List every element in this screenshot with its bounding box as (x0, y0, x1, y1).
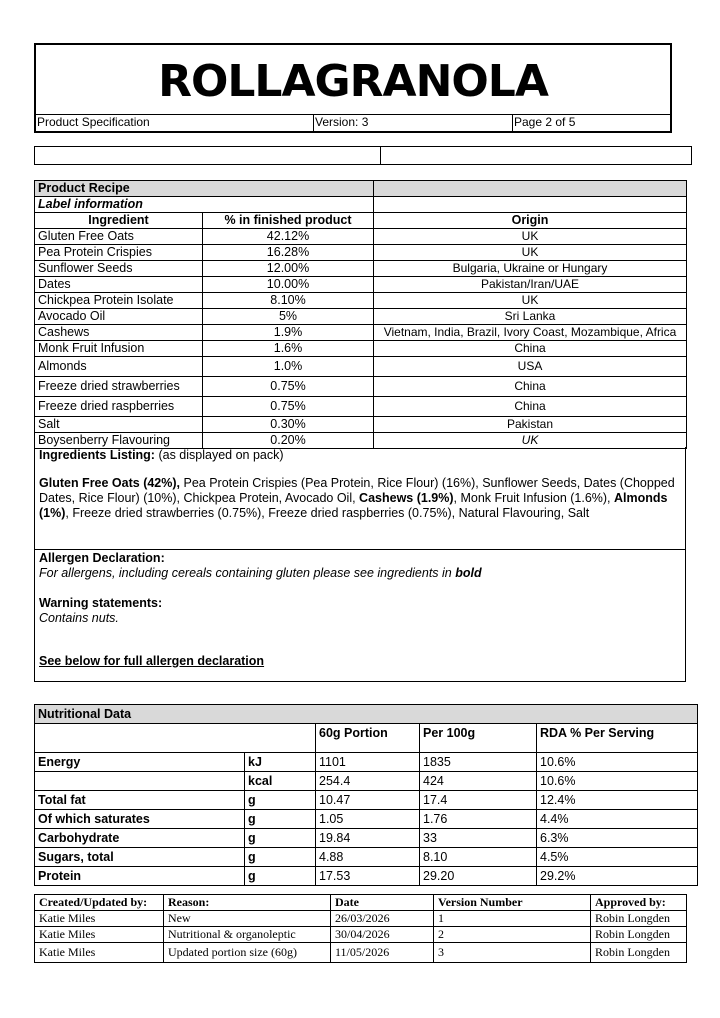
ingredient-percent: 1.6% (203, 341, 374, 357)
ingredient-origin: UK (374, 293, 687, 309)
allergen-bold-word: bold (455, 566, 482, 580)
nutrient-per100: 1.76 (420, 810, 537, 829)
change-log-cell: New (164, 911, 331, 927)
ingredient-percent: 12.00% (203, 261, 374, 277)
nutrient-name: Energy (35, 753, 245, 772)
ingredient-name: Avocado Oil (35, 309, 203, 325)
change-log-header: Date (331, 895, 434, 911)
nutrient-portion: 10.47 (316, 791, 420, 810)
nutrient-name: Protein (35, 867, 245, 886)
col-portion: 60g Portion (316, 724, 420, 753)
recipe-row (35, 229, 687, 245)
change-log-cell: Nutritional & organoleptic (164, 927, 331, 943)
nutrient-unit: g (245, 829, 316, 848)
nutrition-row (35, 772, 698, 791)
nutrient-rda: 10.6% (537, 753, 698, 772)
ingredients-text (39, 476, 681, 521)
change-log-header: Created/Updated by: (35, 895, 164, 911)
ingredient-percent: 0.30% (203, 417, 374, 433)
nutrient-name: Sugars, total (35, 848, 245, 867)
ingredient-percent: 0.75% (203, 377, 374, 397)
ingredient-origin: Pakistan/Iran/UAE (374, 277, 687, 293)
nutrition-row (35, 791, 698, 810)
ingredient-text-part: , Freeze dried strawberries (0.75%), Freeze dried raspberries (0.75%), Natural Flavouring, Salt (65, 506, 590, 520)
nutrition-header-row (35, 724, 698, 753)
change-log-cell: Updated portion size (60g) (164, 943, 331, 963)
nutrient-rda: 4.4% (537, 810, 698, 829)
page-number: Page 2 of 5 (512, 115, 670, 131)
col-ingredient: Ingredient (35, 213, 203, 229)
ingredient-percent: 0.75% (203, 397, 374, 417)
recipe-row (35, 377, 687, 397)
nutrient-name: Total fat (35, 791, 245, 810)
ingredient-origin: USA (374, 357, 687, 377)
version-label: Version: 3 (313, 115, 512, 131)
nutrient-rda: 6.3% (537, 829, 698, 848)
ingredient-name: Dates (35, 277, 203, 293)
nutrient-name: Carbohydrate (35, 829, 245, 848)
nutrient-name (35, 772, 245, 791)
recipe-table (34, 180, 687, 449)
change-log-cell: 11/05/2026 (331, 943, 434, 963)
recipe-row (35, 357, 687, 377)
change-log-cell: 1 (434, 911, 591, 927)
change-log-cell: 3 (434, 943, 591, 963)
recipe-subtitle-row (35, 197, 687, 213)
nutrient-rda: 12.4% (537, 791, 698, 810)
ingredient-origin: UK (374, 229, 687, 245)
nutrient-name: Of which saturates (35, 810, 245, 829)
nutrient-per100: 424 (420, 772, 537, 791)
recipe-row (35, 277, 687, 293)
ingredient-name: Pea Protein Crispies (35, 245, 203, 261)
nutrient-portion: 17.53 (316, 867, 420, 886)
ingredient-percent: 42.12% (203, 229, 374, 245)
ingredient-percent: 10.00% (203, 277, 374, 293)
ingredient-name: Cashews (35, 325, 203, 341)
change-log-table (34, 894, 687, 963)
change-log-header: Approved by: (591, 895, 687, 911)
col-origin: Origin (374, 213, 687, 229)
ingredient-name: Almonds (35, 357, 203, 377)
ingredient-name: Monk Fruit Infusion (35, 341, 203, 357)
recipe-row (35, 245, 687, 261)
recipe-row (35, 309, 687, 325)
change-log-cell: 2 (434, 927, 591, 943)
doc-type-label: Product Specification (37, 115, 150, 129)
ingredient-origin: UK (374, 433, 687, 449)
ingredient-origin: China (374, 341, 687, 357)
nutrition-row (35, 753, 698, 772)
nutrient-per100: 8.10 (420, 848, 537, 867)
ingredient-origin: Pakistan (374, 417, 687, 433)
nutrient-portion: 1101 (316, 753, 420, 772)
nutrient-unit: g (245, 867, 316, 886)
ingredient-origin: Vietnam, India, Brazil, Ivory Coast, Mozambique, Africa (374, 325, 687, 341)
nutrient-portion: 19.84 (316, 829, 420, 848)
ingredient-percent: 1.0% (203, 357, 374, 377)
nutrition-row (35, 867, 698, 886)
recipe-header-row (35, 213, 687, 229)
ingredient-origin: Bulgaria, Ukraine or Hungary (374, 261, 687, 277)
warning-title: Warning statements: (39, 596, 163, 610)
warning-text: Contains nuts. (39, 611, 119, 625)
change-log-cell: 30/04/2026 (331, 927, 434, 943)
allergen-section (34, 549, 686, 682)
change-log-cell: Katie Miles (35, 927, 164, 943)
nutrient-rda: 4.5% (537, 848, 698, 867)
ingredient-name: Salt (35, 417, 203, 433)
ingredient-name: Gluten Free Oats (35, 229, 203, 245)
change-log-header-row (35, 895, 687, 911)
allergen-ingredient: Gluten Free Oats (42%), (39, 476, 181, 490)
allergen-title: Allergen Declaration: (39, 551, 165, 565)
recipe-row (35, 341, 687, 357)
ingredient-percent: 5% (203, 309, 374, 325)
recipe-row (35, 325, 687, 341)
nutrient-unit: g (245, 848, 316, 867)
col-percent: % in finished product (203, 213, 374, 229)
nutrition-row (35, 810, 698, 829)
nutrient-per100: 1835 (420, 753, 537, 772)
blank-row (34, 146, 692, 165)
nutrient-unit: g (245, 791, 316, 810)
header-info-row (36, 114, 670, 131)
nutrient-portion: 1.05 (316, 810, 420, 829)
ingredients-listing (34, 447, 686, 550)
recipe-title: Product Recipe (35, 181, 374, 197)
nutrient-rda: 10.6% (537, 772, 698, 791)
change-log-header: Reason: (164, 895, 331, 911)
col-per100: Per 100g (420, 724, 537, 753)
recipe-row (35, 417, 687, 433)
ingredient-name: Boysenberry Flavouring (35, 433, 203, 449)
change-log-cell: Robin Longden (591, 927, 687, 943)
ingredient-percent: 0.20% (203, 433, 374, 449)
nutrient-portion: 254.4 (316, 772, 420, 791)
ingredients-listing-note: (as displayed on pack) (154, 448, 284, 462)
ingredient-name: Sunflower Seeds (35, 261, 203, 277)
nutrient-unit: kcal (245, 772, 316, 791)
nutrient-per100: 17.4 (420, 791, 537, 810)
recipe-row (35, 293, 687, 309)
ingredient-text-part: , Monk Fruit Infusion (1.6%), (453, 491, 615, 505)
allergen-text: For allergens, including cereals containing gluten please see ingredients in (39, 566, 456, 580)
recipe-title-row (35, 181, 687, 197)
nutrient-portion: 4.88 (316, 848, 420, 867)
ingredients-listing-label: Ingredients Listing: (39, 448, 155, 462)
nutrition-row (35, 829, 698, 848)
col-rda: RDA % Per Serving (537, 724, 698, 753)
nutrition-row (35, 848, 698, 867)
nutrition-table (34, 704, 698, 886)
nutrition-title: Nutritional Data (35, 705, 698, 724)
change-log-cell: 26/03/2026 (331, 911, 434, 927)
change-log-cell: Katie Miles (35, 911, 164, 927)
recipe-row (35, 397, 687, 417)
change-log-cell: Robin Longden (591, 911, 687, 927)
nutrient-unit: kJ (245, 753, 316, 772)
ingredient-name: Chickpea Protein Isolate (35, 293, 203, 309)
document-header (34, 43, 672, 133)
nutrient-rda: 29.2% (537, 867, 698, 886)
nutrient-per100: 29.20 (420, 867, 537, 886)
ingredient-name: Freeze dried strawberries (35, 377, 203, 397)
brand-logo: ROLLAGRANOLA (158, 56, 548, 107)
allergen-ingredient: Almonds (1%) (39, 491, 668, 520)
ingredient-origin: UK (374, 245, 687, 261)
change-log-cell: Katie Miles (35, 943, 164, 963)
ingredient-percent: 8.10% (203, 293, 374, 309)
change-log-row (35, 943, 687, 963)
nutrient-per100: 33 (420, 829, 537, 848)
allergen-ingredient: Cashews (1.9%) (359, 491, 454, 505)
ingredient-percent: 16.28% (203, 245, 374, 261)
recipe-row (35, 261, 687, 277)
change-log-header: Version Number (434, 895, 591, 911)
nutrition-title-row (35, 705, 698, 724)
recipe-subtitle: Label information (35, 197, 374, 213)
ingredient-origin: China (374, 377, 687, 397)
change-log-cell: Robin Longden (591, 943, 687, 963)
allergen-link[interactable]: See below for full allergen declaration (39, 654, 265, 668)
ingredient-name: Freeze dried raspberries (35, 397, 203, 417)
ingredient-origin: Sri Lanka (374, 309, 687, 325)
ingredient-percent: 1.9% (203, 325, 374, 341)
ingredient-origin: China (374, 397, 687, 417)
ingredient-text-part: Pea Protein Crispies (Pea Protein, Rice Flour) (16%), Sunflower Seeds, Dates (Chopped Dates, Rice Flour) (10%), Chickpea Protein, Avocado Oil, (39, 476, 675, 505)
change-log-row (35, 927, 687, 943)
nutrient-unit: g (245, 810, 316, 829)
change-log-row (35, 911, 687, 927)
